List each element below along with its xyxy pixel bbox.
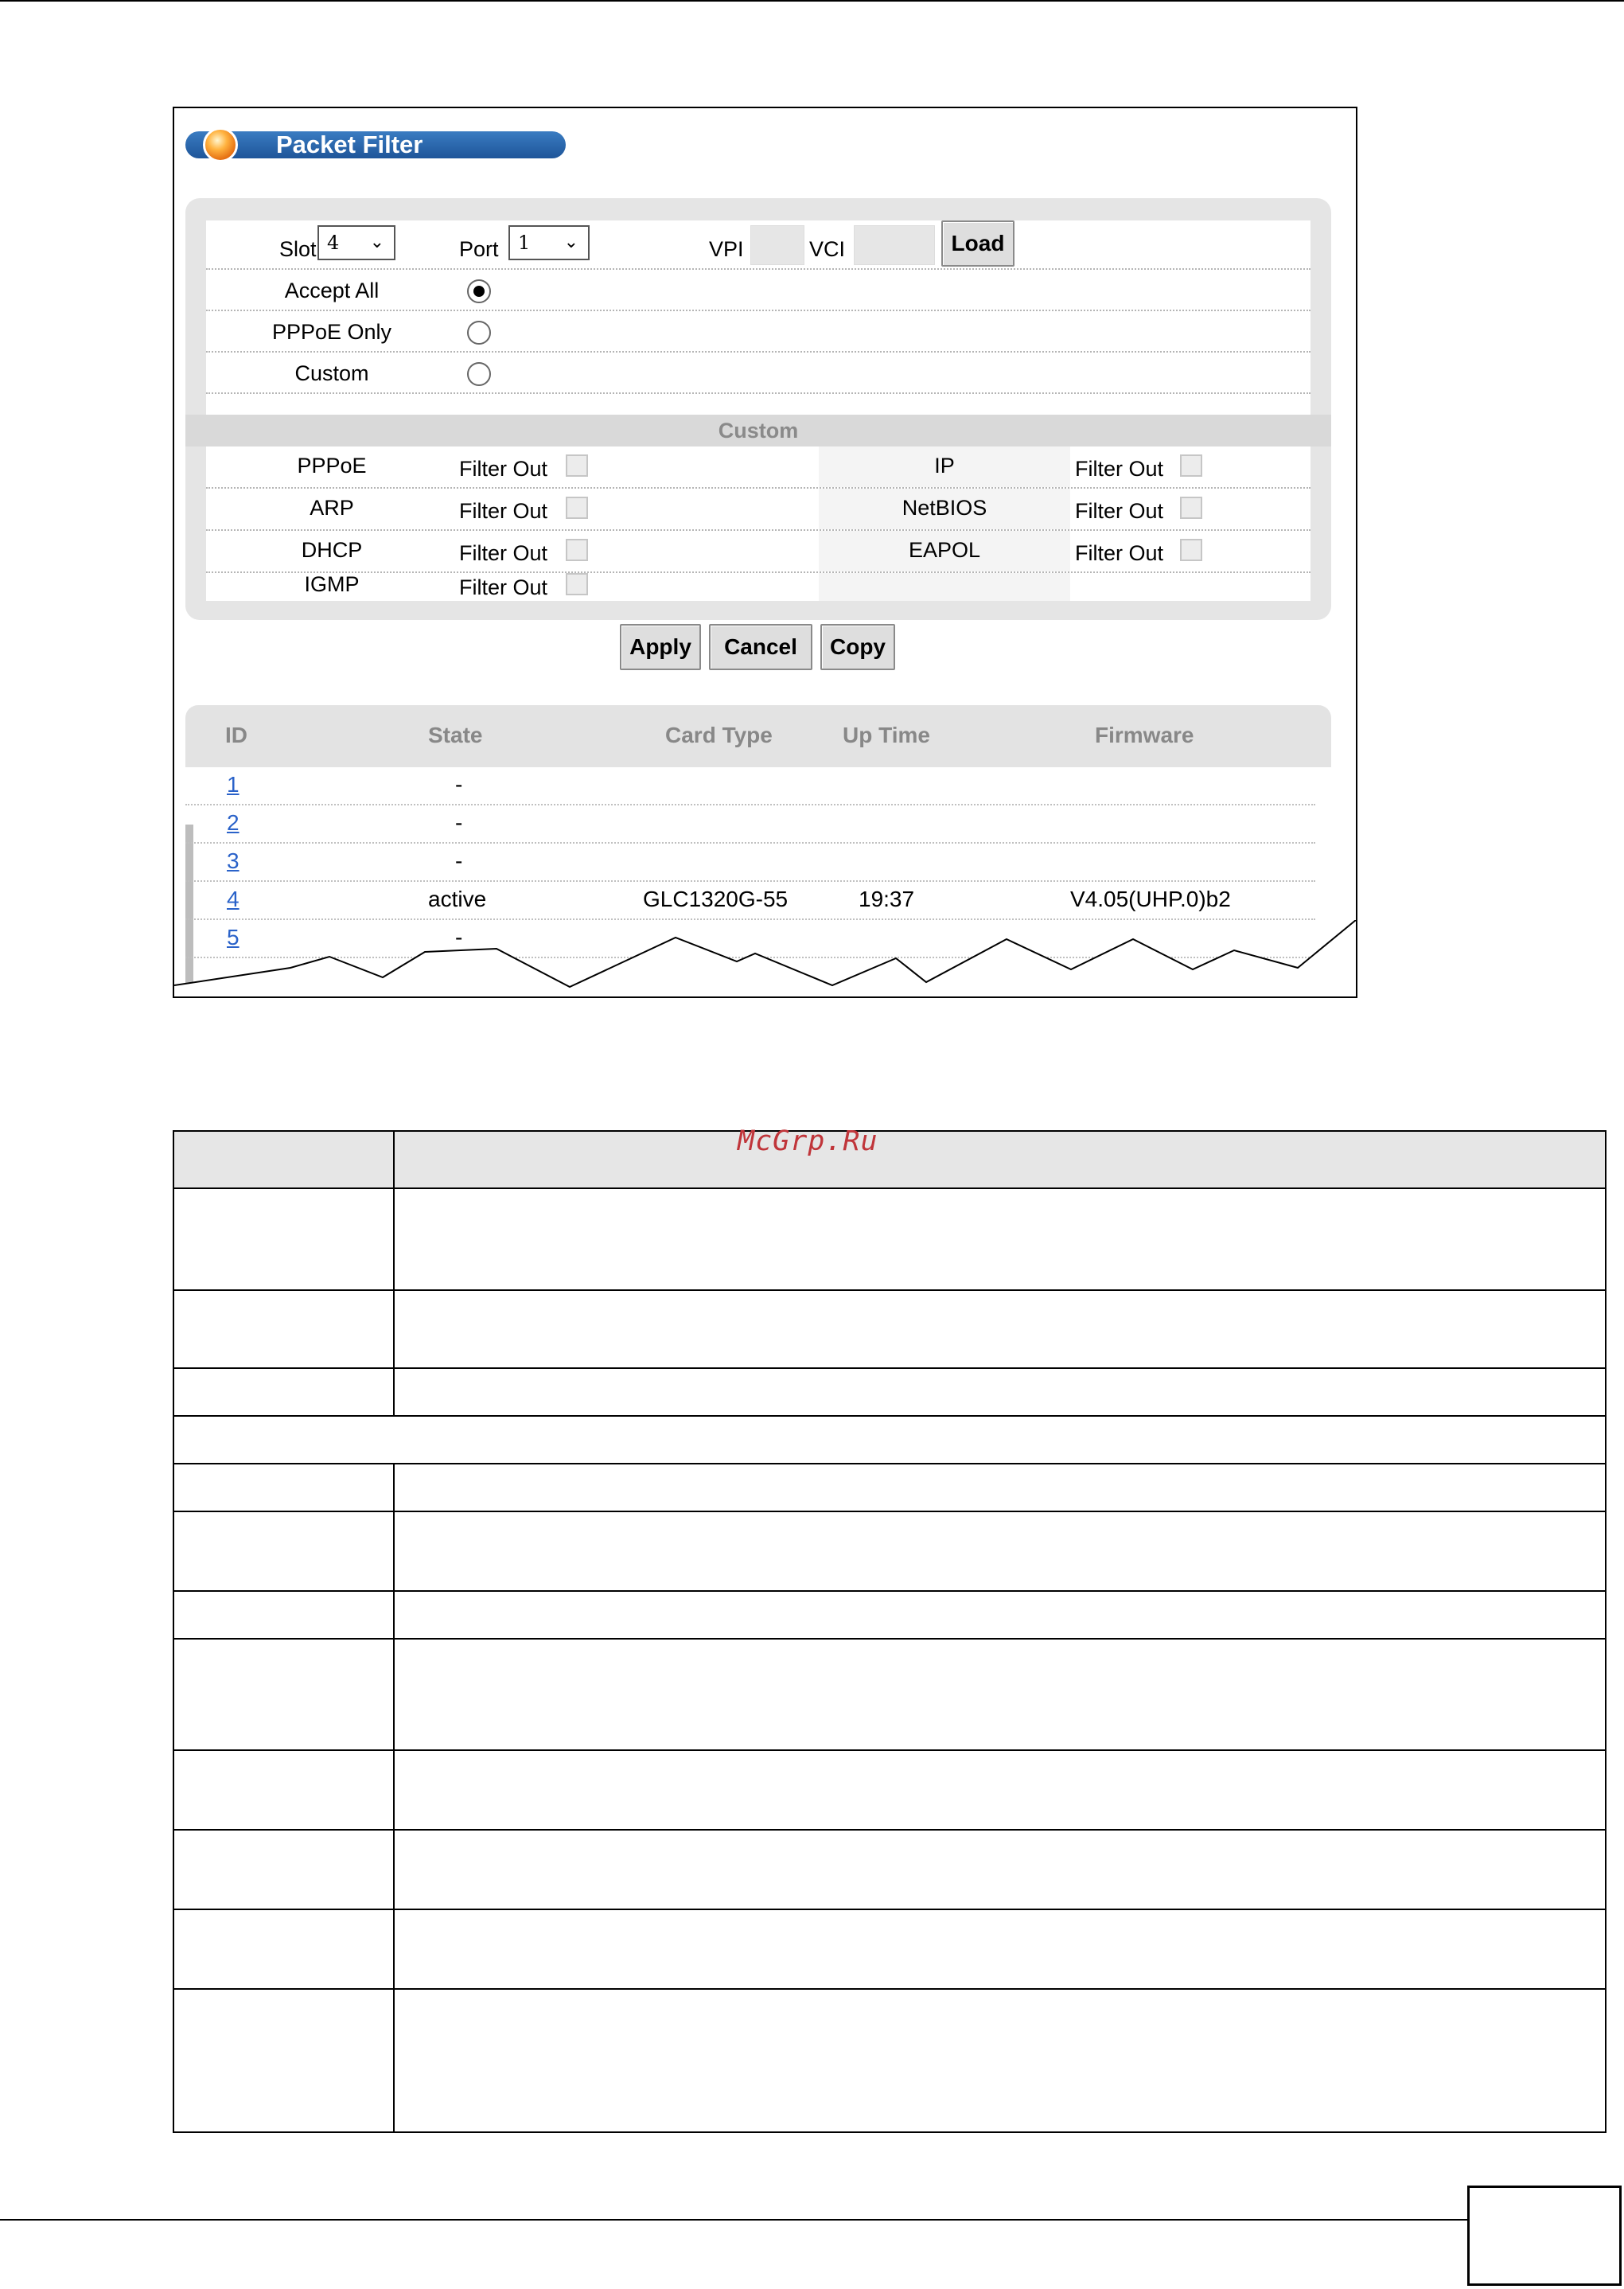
label-cell: [173, 1750, 394, 1830]
filter-row: [206, 489, 1310, 531]
port-label: Port: [459, 237, 499, 261]
mode-label: Accept All: [284, 279, 380, 302]
mode-row-custom: [206, 353, 1310, 394]
filter-option: Filter Out: [1075, 457, 1164, 481]
custom-radio[interactable]: [467, 362, 491, 386]
table-row: [173, 1188, 1606, 1290]
chevron-down-icon: ⌄: [563, 232, 578, 252]
filter-form: [206, 220, 1310, 601]
table-row: [173, 1909, 1606, 1989]
filter-protocol: EAPOL: [908, 538, 981, 562]
slot-label: Slot: [279, 237, 317, 261]
torn-edge: [174, 920, 1356, 996]
slot-state: -: [455, 925, 463, 950]
filter-protocol: IP: [934, 454, 955, 478]
description-cell: [394, 1909, 1606, 1989]
cancel-button[interactable]: Cancel: [709, 624, 812, 670]
mode-row-accept-all: [206, 270, 1310, 311]
filter-row: [206, 531, 1310, 573]
slot-id-link[interactable]: 5: [227, 925, 240, 950]
igmp-filter-checkbox[interactable]: [566, 573, 588, 595]
filter-option: Filter Out: [459, 575, 548, 599]
slot-up-time: 19:37: [859, 887, 915, 911]
header-cell: [394, 1131, 1606, 1188]
slot-state: -: [455, 810, 463, 835]
slot-port-row: [206, 220, 1310, 270]
eapol-filter-checkbox[interactable]: [1180, 539, 1202, 561]
table-row: [185, 882, 1315, 920]
slot-id-link[interactable]: 4: [227, 887, 240, 911]
mode-row-pppoe-only: [206, 311, 1310, 353]
label-cell: [173, 1368, 394, 1416]
port-select[interactable]: [508, 225, 590, 260]
section-cell: [173, 1416, 1606, 1464]
apply-button[interactable]: Apply: [620, 624, 701, 670]
page-title: Packet Filter: [276, 131, 423, 158]
label-cell: [173, 1909, 394, 1989]
description-cell: [394, 1591, 1606, 1639]
label-cell: [173, 1639, 394, 1750]
filter-option: Filter Out: [459, 541, 548, 565]
label-cell: [173, 1591, 394, 1639]
label-cell: [173, 1464, 394, 1511]
label-cell: [173, 1511, 394, 1591]
packet-filter-screenshot: [173, 107, 1357, 998]
description-cell: [394, 1750, 1606, 1830]
slot-id-link[interactable]: 1: [227, 772, 240, 797]
col-card-type: Card Type: [665, 723, 773, 747]
table-row: [173, 1591, 1606, 1639]
description-table: [173, 1130, 1606, 2133]
filter-protocol: PPPoE: [297, 454, 367, 478]
table-row: [173, 1290, 1606, 1368]
table-row: [185, 767, 1315, 805]
description-cell: [394, 1639, 1606, 1750]
header-cell: [173, 1131, 394, 1188]
mode-label: Custom: [294, 361, 369, 385]
slot-value: 4: [327, 232, 340, 254]
page-number-box: [1467, 2186, 1622, 2286]
filter-protocol: DHCP: [301, 538, 363, 562]
filter-option: Filter Out: [1075, 541, 1164, 565]
table-row: [173, 1639, 1606, 1750]
top-rule: [0, 0, 1624, 2]
description-cell: [394, 1188, 1606, 1290]
col-id: ID: [225, 723, 247, 747]
filter-protocol: IGMP: [304, 572, 360, 596]
description-cell: [394, 1989, 1606, 2132]
col-firmware: Firmware: [1095, 723, 1194, 747]
slot-state: -: [455, 772, 463, 797]
netbios-filter-checkbox[interactable]: [1180, 497, 1202, 519]
slot-state: -: [455, 848, 463, 873]
filter-option: Filter Out: [459, 457, 548, 481]
description-cell: [394, 1511, 1606, 1591]
filter-row: [206, 573, 1310, 601]
slot-list-header: [185, 705, 1331, 767]
dhcp-filter-checkbox[interactable]: [566, 539, 588, 561]
ip-filter-checkbox[interactable]: [1180, 454, 1202, 477]
label-cell: [173, 1290, 394, 1368]
pppoe-filter-checkbox[interactable]: [566, 454, 588, 477]
slot-select[interactable]: [317, 225, 395, 260]
slot-id-link[interactable]: 3: [227, 848, 240, 873]
description-cell: [394, 1368, 1606, 1416]
slot-card-type: GLC1320G-55: [643, 887, 789, 911]
right-label-cell: [819, 573, 1070, 601]
filter-option: Filter Out: [459, 499, 548, 523]
footer-rule: [0, 2219, 1469, 2221]
vpi-input[interactable]: [750, 225, 804, 265]
slot-state: active: [428, 887, 487, 911]
filter-row: [206, 446, 1310, 489]
table-row: [173, 1368, 1606, 1416]
description-cell: [394, 1290, 1606, 1368]
watermark: McGrp.Ru: [738, 1125, 878, 1157]
table-row: [173, 1511, 1606, 1591]
copy-button[interactable]: Copy: [820, 624, 895, 670]
filter-protocol: ARP: [310, 496, 354, 520]
vci-label: VCI: [809, 237, 846, 261]
col-state: State: [428, 723, 483, 747]
custom-section-header: Custom: [185, 415, 1331, 446]
description-cell: [394, 1830, 1606, 1909]
table-row: [173, 1416, 1606, 1464]
chevron-down-icon: ⌄: [369, 232, 384, 252]
slot-id-link[interactable]: 2: [227, 810, 240, 835]
title-orb-icon: [203, 127, 238, 162]
description-cell: [394, 1464, 1606, 1511]
vci-input[interactable]: [854, 225, 935, 265]
arp-filter-checkbox[interactable]: [566, 497, 588, 519]
table-row: [173, 1750, 1606, 1830]
filter-panel: [185, 198, 1331, 620]
table-header-row: [173, 1131, 1606, 1188]
table-row: [185, 805, 1315, 844]
slot-firmware: V4.05(UHP.0)b2: [1070, 887, 1231, 911]
accept-all-radio[interactable]: [467, 279, 491, 303]
col-up-time: Up Time: [843, 723, 930, 747]
table-row: [173, 1830, 1606, 1909]
filter-option: Filter Out: [1075, 499, 1164, 523]
vpi-label: VPI: [709, 237, 744, 261]
pppoe-only-radio[interactable]: [467, 321, 491, 345]
label-cell: [173, 1830, 394, 1909]
filter-protocol: NetBIOS: [902, 496, 987, 520]
label-cell: [173, 1188, 394, 1290]
table-row: [185, 844, 1315, 882]
load-button[interactable]: Load: [941, 220, 1015, 267]
mode-label: PPPoE Only: [271, 320, 392, 344]
table-row: [173, 1989, 1606, 2132]
port-value: 1: [518, 232, 531, 254]
label-cell: [173, 1989, 394, 2132]
table-row: [173, 1464, 1606, 1511]
